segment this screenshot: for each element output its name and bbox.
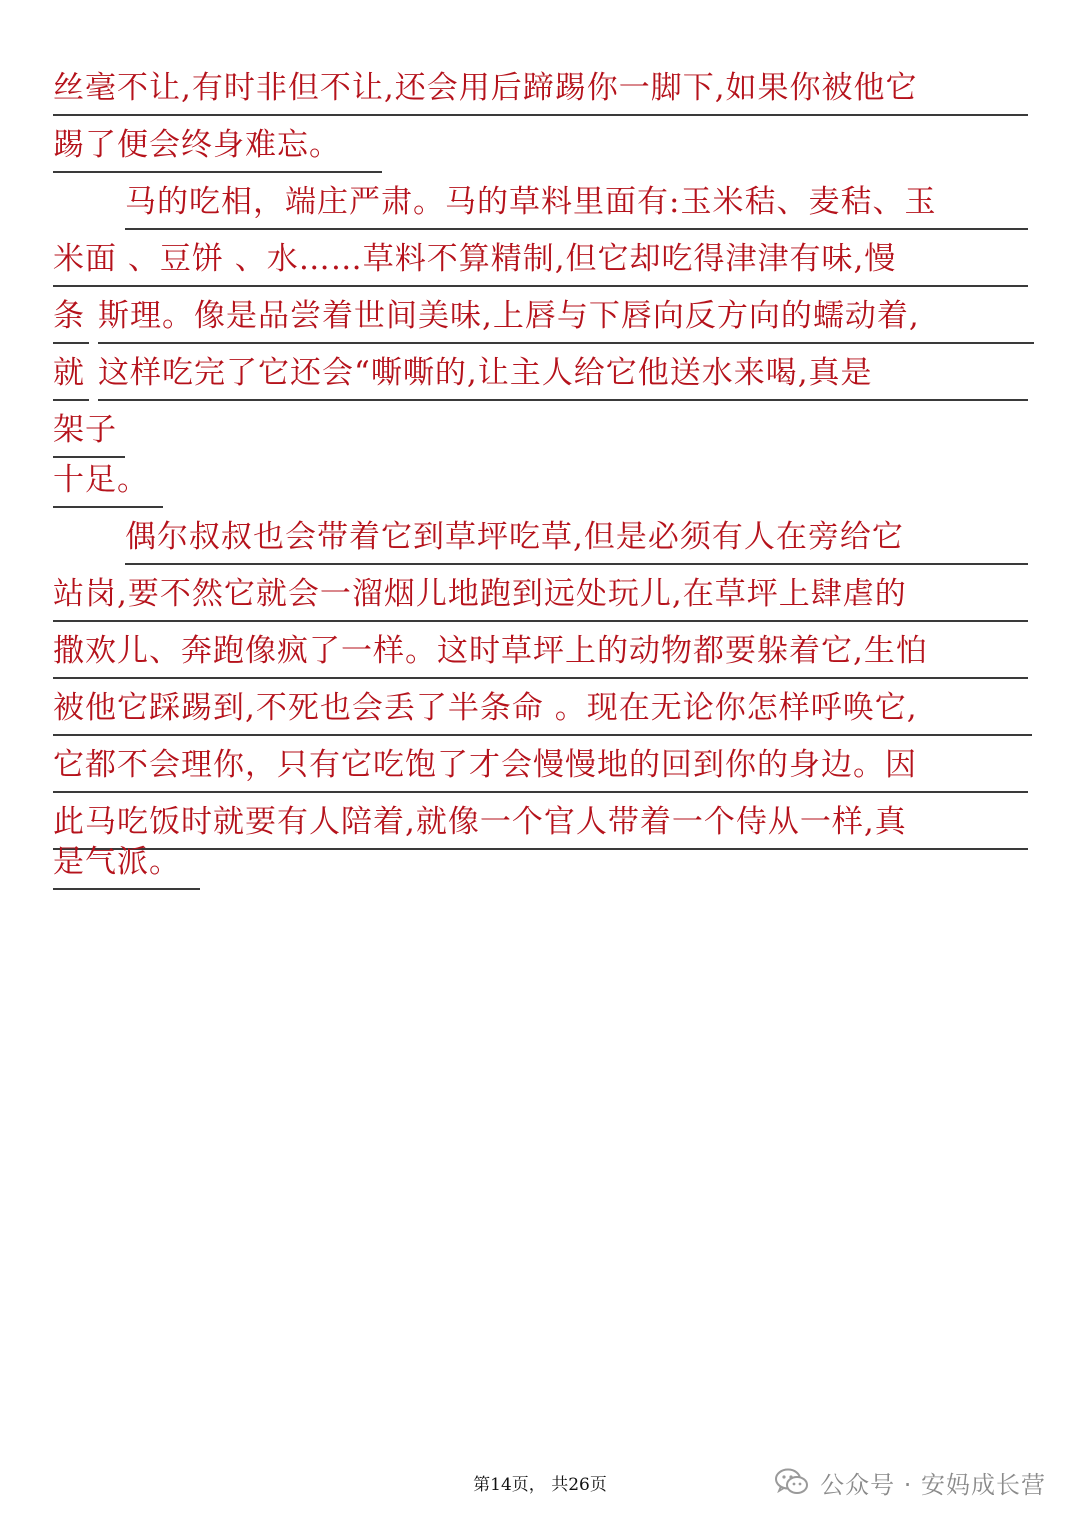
essay-line-text: 条 [53, 288, 89, 344]
essay-line-text: 站岗,要不然它就会一溜烟儿地跑到远处玩儿,在草坪上肆虐的 [53, 566, 1028, 622]
watermark-text: 公众号 · 安妈成长营 [820, 1470, 1046, 1499]
essay-line [0, 452, 1080, 508]
essay-line [0, 737, 1080, 793]
essay-line-text: 此马吃饭时就要有人陪着,就像一个官人带着一个侍从一样,真 [53, 794, 1028, 850]
essay-line-text: 丝毫不让,有时非但不让,还会用后蹄踢你一脚下,如果你被他它 [53, 60, 1028, 116]
essay-line-text: 米面 、豆饼 、水……草料不算精制,但它却吃得津津有味,慢 [53, 231, 1028, 287]
essay-line [0, 174, 1080, 230]
essay-line [0, 402, 1080, 458]
essay-line [0, 509, 1080, 565]
essay-line [0, 288, 1080, 344]
essay-line [0, 231, 1080, 287]
essay-line-text: 偶尔叔叔也会带着它到草坪吃草,但是必须有人在旁给它 [125, 509, 1028, 565]
essay-line-text: 这样吃完了它还会“嘶嘶的,让主人给它他送水来喝,真是 [98, 345, 1028, 401]
essay-line-text: 它都不会理你，只有它吃饱了才会慢慢地的回到你的身边。因 [53, 737, 1028, 793]
essay-line-text: 斯理。像是品尝着世间美味,上唇与下唇向反方向的蠕动着, [98, 288, 1034, 344]
wechat-icon [774, 1467, 810, 1497]
essay-line-text: 是气派。 [53, 834, 200, 890]
essay-line-text: 踢了便会终身难忘。 [53, 117, 382, 173]
page-number: 第14页， 共26页 [473, 1475, 607, 1495]
essay-line [0, 680, 1080, 736]
essay-line-text: 就 [53, 345, 89, 401]
essay-line [0, 117, 1080, 173]
watermark [774, 1462, 1046, 1502]
essay-line [0, 623, 1080, 679]
essay-line [0, 834, 1080, 890]
essay-line-text: 被他它踩踢到,不死也会丢了半条命 。现在无论你怎样呼唤它, [53, 680, 1032, 736]
essay-line-text: 架子 [53, 402, 125, 458]
essay-line-text: 撒欢儿、奔跑像疯了一样。这时草坪上的动物都要躲着它,生怕 [53, 623, 1028, 679]
essay-line [0, 345, 1080, 401]
essay-line [0, 566, 1080, 622]
essay-line-text: 十足。 [53, 452, 163, 508]
essay-line [0, 60, 1080, 116]
essay-line-text: 马的吃相，端庄严肃。马的草料里面有:玉米秸、麦秸、玉 [125, 174, 1028, 230]
